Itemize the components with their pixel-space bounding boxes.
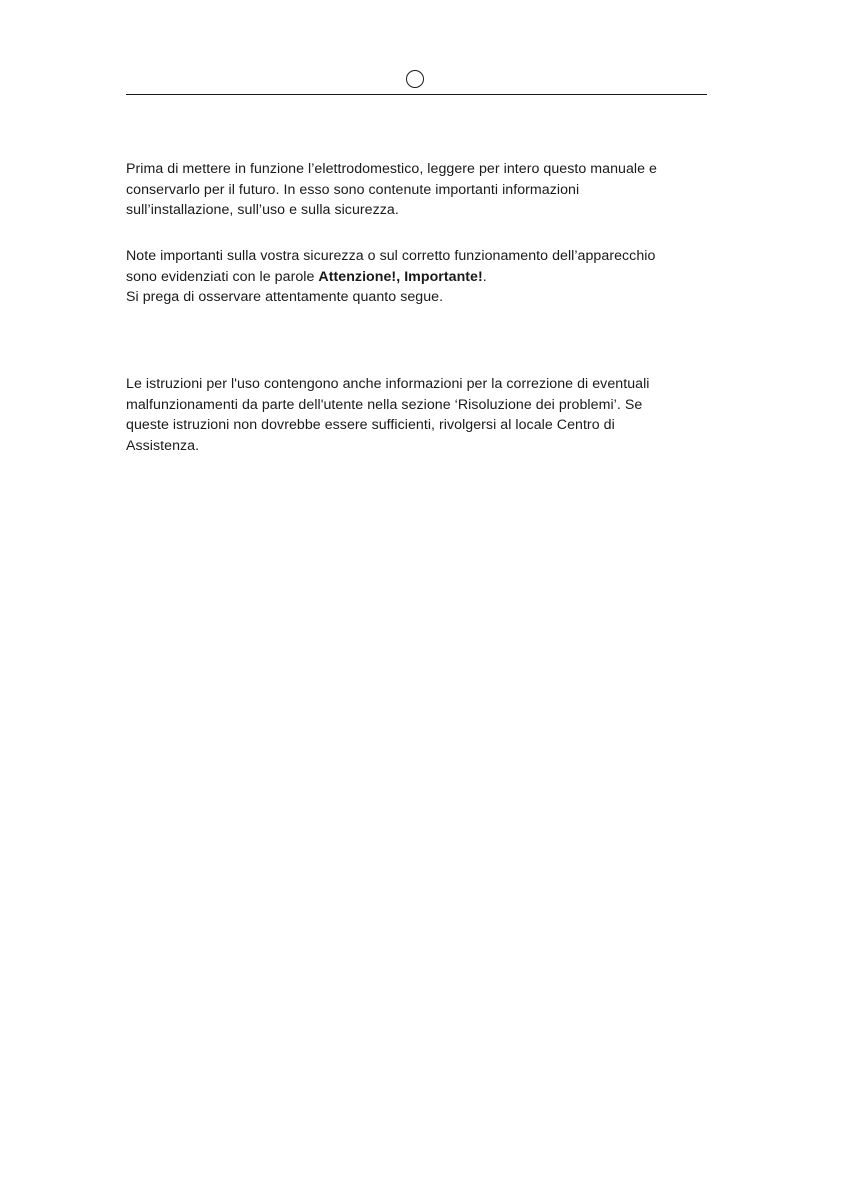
safety-notes-paragraph (126, 246, 726, 308)
header-rule (126, 94, 707, 95)
safety-notes-text: sono evidenziati con le parole (126, 268, 319, 285)
troubleshooting-line: queste istruzioni non dovrebbe essere sufficienti, rivolgersi al locale Centro di (126, 417, 615, 433)
language-circle-icon (406, 70, 424, 88)
warning-keywords: Attenzione!, Importante! (318, 268, 483, 285)
intro-line: conservarlo per il futuro. In esso sono contenute importanti informazioni (126, 181, 580, 198)
intro-line: Prima di mettere in funzione l’elettrodomestico, leggere per intero questo manuale e (126, 161, 657, 177)
intro-line: sull’installazione, sull’uso e sulla sicurezza. (126, 202, 399, 218)
troubleshooting-line: Assistenza. (126, 437, 200, 454)
troubleshooting-paragraph (126, 374, 726, 456)
safety-notes-line (126, 267, 726, 288)
safety-notes-line: Si prega di osservare attentamente quanto segue. (126, 289, 444, 305)
safety-notes-period: . (482, 268, 487, 285)
troubleshooting-line: malfunzionamenti da parte dell'utente nella sezione ‘Risoluzione dei problemi’. Se (126, 396, 643, 413)
safety-notes-line: Note importanti sulla vostra sicurezza o sul corretto funzionamento dell’apparecchio (126, 248, 656, 264)
troubleshooting-line: Le istruzioni per l'uso contengono anche informazioni per la correzione di eventuali (126, 376, 650, 392)
intro-paragraph (126, 159, 726, 221)
